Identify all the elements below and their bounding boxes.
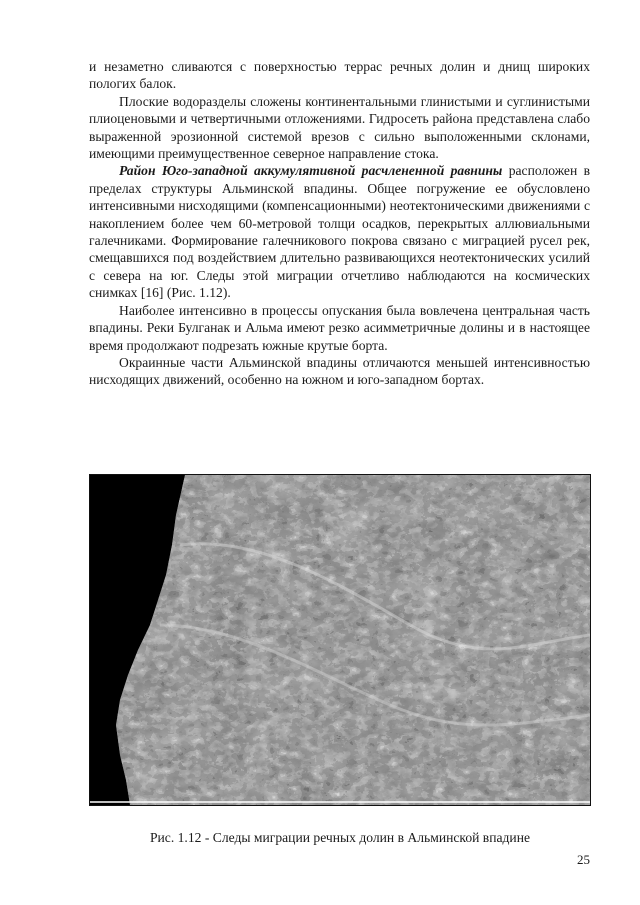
paragraph-5: Окраинные части Альминской впадины отличаются меньшей интенсивностью нисходящих движений, особенно на южном и юго-западном бортах. bbox=[89, 354, 590, 388]
figure-caption: Рис. 1.12 - Следы миграции речных долин в Альминской впадине bbox=[149, 830, 531, 845]
paragraph-3 bbox=[89, 162, 590, 301]
paragraph-2: Плоские водоразделы сложены континентальными глинистыми и суглинистыми плиоценовыми и четвертичными отложениями. Гидросеть района представлена слабо выраженной эрозионной системой врезов с сильно выположенными склонами, имеющими преимущественное северное направление стока. bbox=[89, 93, 590, 162]
paragraph-4: Наиболее интенсивно в процессы опускания была вовлечена центральная часть впадины. Реки Булганак и Альма имеют резко асимметричные долины и в настоящее время продолжают подрезать южные крутые борта. bbox=[89, 302, 590, 353]
body-text bbox=[89, 58, 590, 389]
paragraph-3-body: расположен в пределах структуры Альминской впадины. Общее погружение ее обусловлено интенсивными нисходящими (компенсационными) неотектоническими движениями с накоплением более чем 60-метровой толщи осадков, перекрытых аллювиальными галечниками. Формирование галечникового покрова связано с миграцией русел рек, смещавшихся под воздействием длительно развивающихся неотектонических усилий с севера на юг. Следы этой миграции отчетливо наблюдаются на космических снимках [16] (Рис. 1.12). bbox=[89, 163, 590, 301]
satellite-image-graphic bbox=[90, 475, 590, 805]
paragraph-1: и незаметно сливаются с поверхностью террас речных долин и днищ широких пологих балок. bbox=[89, 59, 590, 92]
region-title: Район Юго-западной аккумулятивной расчлененной равнины bbox=[119, 163, 503, 179]
page-number: 25 bbox=[577, 852, 590, 867]
satellite-image bbox=[89, 474, 591, 806]
